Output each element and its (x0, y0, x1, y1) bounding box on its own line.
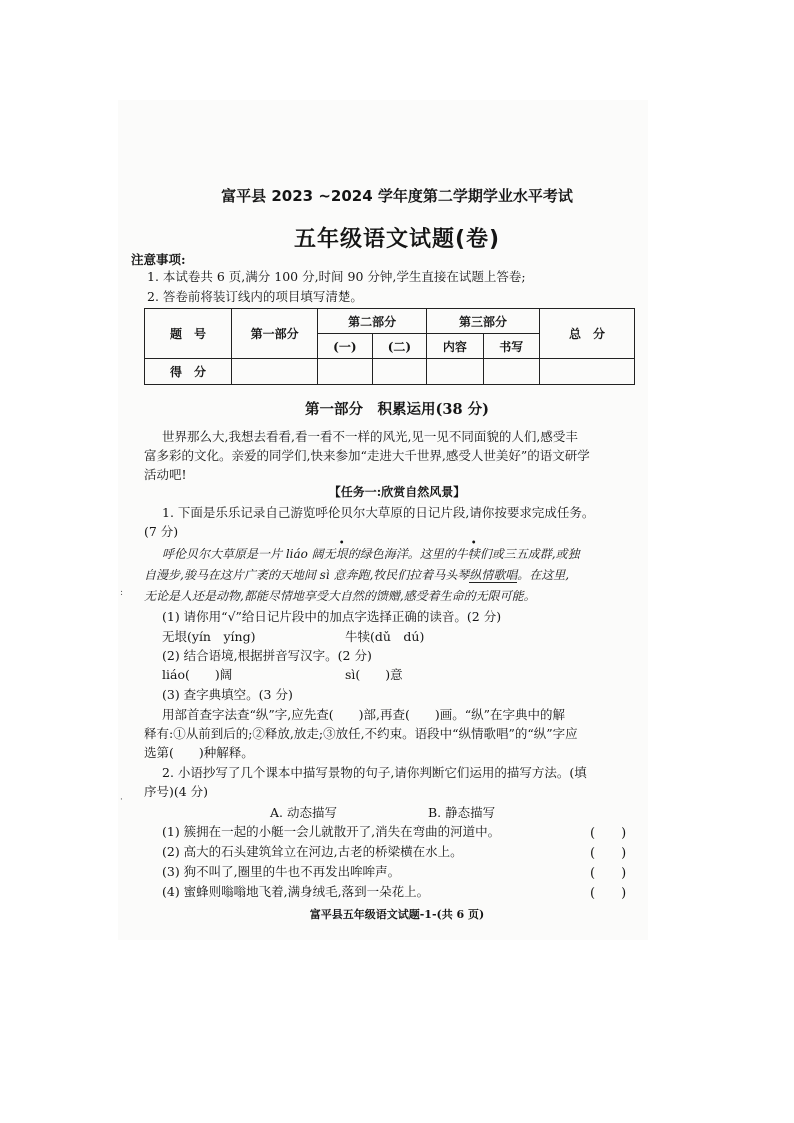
q1-3-text: 用部首查字法查“纵”字,应先查( )部,再查( )画。“纵”在字典中的解 (162, 707, 566, 722)
part1-header: 第一部分 (232, 309, 318, 359)
answer-blank[interactable]: ( ) (590, 826, 627, 841)
score-cell[interactable] (483, 359, 539, 385)
page-footer: 富平县五年级语文试题-1-(共 6 页) (309, 908, 485, 921)
diary-line: 呼伦贝尔大草原是一片 liáo 阔无垠的绿色海洋。这里的牛犊们或三五成群,或独 (162, 547, 580, 561)
q2-item: (2) 高大的石头建筑耸立在河边,古老的桥梁横在水上。 (162, 844, 463, 859)
binding-mark: · (120, 795, 123, 805)
q1-3-text: 选第( )种解释。 (144, 745, 254, 760)
section-title: 第一部分 积累运用(38 分) (305, 401, 489, 418)
part2-sub2: (二) (372, 334, 427, 359)
intro-line: 世界那么大,我想去看看,看一看不一样的风光,见一见不同面貌的人们,感受丰 (162, 429, 578, 444)
notice-item: 2. 答卷前将装订线内的项目填写清楚。 (147, 289, 363, 304)
score-cell[interactable] (318, 359, 373, 385)
binding-mark: : (120, 588, 124, 598)
answer-blank[interactable]: ( ) (590, 866, 627, 881)
q1-3-text: 释有:①从前到后的;②释放,放走;③放任,不约束。语段中“纵情歌唱”的“纵”字应 (144, 726, 578, 741)
diary-line: 无论是人还是动物,都能尽情地享受大自然的馈赠,感受着生命的无限可能。 (144, 589, 536, 603)
notice-heading: 注意事项: (131, 252, 186, 267)
intro-line: 活动吧! (144, 467, 187, 482)
q1-stem: (7 分) (144, 524, 179, 539)
q2-item: (1) 簇拥在一起的小艇一会儿就散开了,消失在弯曲的河道中。 (162, 824, 501, 839)
score-cell[interactable] (232, 359, 318, 385)
task1-title: 【任务一:欣赏自然风景】 (328, 485, 466, 499)
col-label: 题 号 (145, 309, 232, 359)
part2-header: 第二部分 (318, 309, 427, 334)
diary-line: 自漫步,骏马在这片广袤的天地间 sì 意奔跑,牧民们拉着马头琴纵情歌唱。在这里, (144, 568, 570, 582)
part2-sub1: (一) (318, 334, 373, 359)
q1-1-option[interactable]: 无垠(yín yíng) (162, 629, 256, 644)
score-cell[interactable] (372, 359, 427, 385)
q2-option-a: A. 动态描写 (270, 805, 337, 820)
score-cell[interactable] (427, 359, 483, 385)
q1-stem: 1. 下面是乐乐记录自己游览呼伦贝尔大草原的日记片段,请你按要求完成任务。 (162, 505, 595, 520)
part3-header: 第三部分 (427, 309, 540, 334)
intro-line: 富多彩的文化。亲爱的同学们,快来参加“走进大千世界,感受人世美好”的语文研学 (144, 448, 590, 463)
underlined-phrase: 纵情歌唱 (469, 568, 518, 582)
q1-1: (1) 请你用“√”给日记片段中的加点字选择正确的读音。(2 分) (162, 609, 502, 624)
q2-stem: 序号)(4 分) (144, 784, 209, 799)
q1-1-option[interactable]: 牛犊(dǔ dú) (345, 629, 425, 644)
total-header: 总 分 (539, 309, 634, 359)
answer-blank[interactable]: ( ) (590, 886, 627, 901)
part3-sub-content: 内容 (427, 334, 483, 359)
score-table (144, 308, 635, 385)
answer-blank[interactable]: ( ) (590, 846, 627, 861)
q1-2-blank[interactable]: sì( )意 (345, 667, 403, 682)
q1-3: (3) 查字典填空。(3 分) (162, 687, 293, 702)
exam-title: 富平县 2023 ~2024 学年度第二学期学业水平考试 (221, 187, 573, 205)
part3-sub-writing: 书写 (483, 334, 539, 359)
q2-item: (3) 狗不叫了,圈里的牛也不再发出哞哞声。 (162, 864, 401, 879)
q2-option-b: B. 静态描写 (428, 805, 496, 820)
score-cell[interactable] (539, 359, 634, 385)
q2-stem: 2. 小语抄写了几个课本中描写景物的句子,请你判断它们运用的描写方法。(填 (162, 765, 587, 780)
notice-item: 1. 本试卷共 6 页,满分 100 分,时间 90 分钟,学生直接在试题上答卷; (147, 269, 526, 284)
q1-2: (2) 结合语境,根据拼音写汉字。(2 分) (162, 648, 372, 663)
score-row-label: 得 分 (145, 359, 232, 385)
dotted-char: 垠 (335, 547, 348, 561)
dotted-char: 犊 (467, 547, 480, 561)
exam-subtitle: 五年级语文试题(卷) (293, 227, 501, 252)
q1-2-blank[interactable]: liáo( )阔 (162, 667, 233, 682)
q2-item: (4) 蜜蜂则嗡嗡地飞着,满身绒毛,落到一朵花上。 (162, 884, 430, 899)
